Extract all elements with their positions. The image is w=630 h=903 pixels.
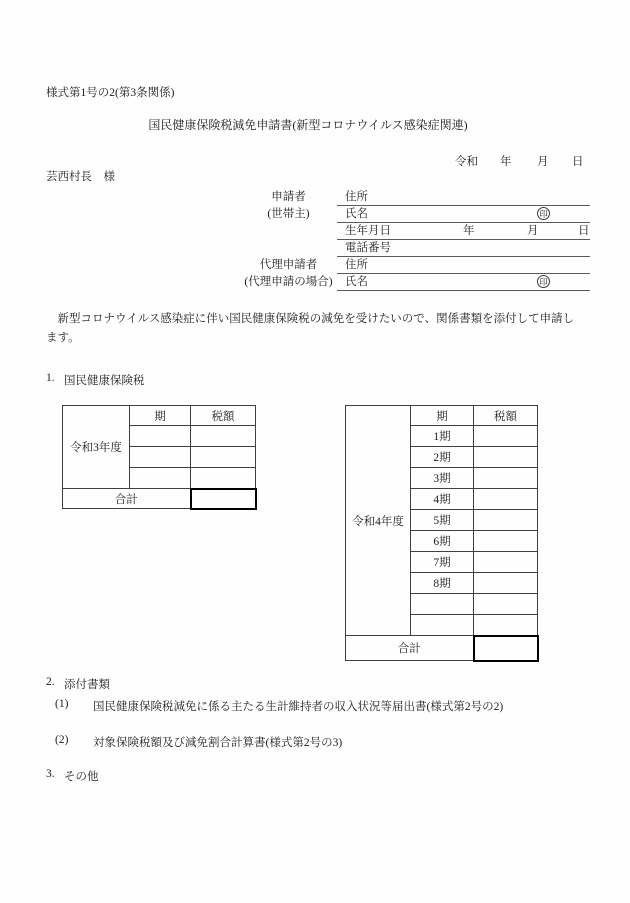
agent-sublabel: (代理申請の場合) xyxy=(244,276,333,288)
applicant-dob-row xyxy=(240,223,590,240)
total-amount-cell xyxy=(191,489,256,509)
section-title: 添付書類 xyxy=(64,679,110,691)
amount-header-cell: 税額 xyxy=(191,406,256,426)
section-title: 国民健康保険税 xyxy=(64,375,145,387)
amount-cell xyxy=(474,573,538,594)
empty-label xyxy=(240,223,337,240)
period-cell xyxy=(130,468,191,489)
total-row xyxy=(346,636,538,661)
amount-cell xyxy=(474,615,538,636)
dob-month-unit: 月 xyxy=(527,225,539,237)
paragraph-line-1: 新型コロナウイルス感染症に伴い国民健康保険税の減免を受けたいので、関係書類を添付して申請し xyxy=(46,313,575,325)
item-number: (2) xyxy=(55,734,69,746)
period-cell: 7期 xyxy=(411,552,474,573)
amount-cell xyxy=(191,447,256,468)
seal-icon: 印 xyxy=(537,207,550,220)
field-caption: 氏名 xyxy=(345,276,368,288)
date-month-label: 月 xyxy=(537,156,549,168)
applicant-sublabel: (世帯主) xyxy=(267,208,310,220)
attachment-item-1 xyxy=(55,698,503,714)
dob-day-unit: 日 xyxy=(578,225,590,237)
field-caption: 氏名 xyxy=(345,208,368,220)
applicant-address-row xyxy=(240,189,590,206)
total-amount-cell xyxy=(474,636,538,661)
amount-cell xyxy=(474,426,538,447)
amount-cell xyxy=(474,594,538,615)
date-era-label: 令和 xyxy=(455,156,478,168)
applicant-name-row xyxy=(240,206,590,223)
amount-cell xyxy=(474,447,538,468)
agent-address-row xyxy=(240,257,590,274)
applicant-label: 申請者 xyxy=(271,191,306,203)
item-number: (1) xyxy=(55,698,69,710)
document-title: 国民健康保険税減免申請書(新型コロナウイルス感染症関連) xyxy=(148,118,468,132)
agent-name-field xyxy=(337,274,590,291)
period-header-cell: 期 xyxy=(130,406,191,426)
amount-cell xyxy=(474,552,538,573)
total-label-cell: 合計 xyxy=(346,636,474,661)
period-cell xyxy=(130,426,191,447)
date-day-label: 日 xyxy=(572,156,584,168)
tax-amount-table xyxy=(62,405,257,510)
period-cell xyxy=(411,594,474,615)
fiscal-year-cell: 令和3年度 xyxy=(63,406,130,489)
applicant-phone-field xyxy=(337,240,590,257)
item-text: 対象保険税額及び減免割合計算書(様式第2号の3) xyxy=(93,737,343,749)
period-cell: 6期 xyxy=(411,531,474,552)
attachment-item-2 xyxy=(55,734,342,750)
field-caption: 住所 xyxy=(345,259,368,271)
period-cell xyxy=(411,615,474,636)
period-cell: 5期 xyxy=(411,510,474,531)
section-2-heading xyxy=(46,676,110,692)
amount-cell xyxy=(474,510,538,531)
field-caption: 電話番号 xyxy=(345,242,391,254)
period-cell: 3期 xyxy=(411,468,474,489)
seal-icon: 印 xyxy=(537,275,550,288)
period-cell: 4期 xyxy=(411,489,474,510)
applicant-dob-field xyxy=(337,223,590,240)
section-number: 1. xyxy=(46,372,55,384)
tax-table-reiwa3 xyxy=(62,405,257,510)
period-cell: 8期 xyxy=(411,573,474,594)
period-cell: 1期 xyxy=(411,426,474,447)
tax-amount-table xyxy=(345,405,539,662)
amount-cell xyxy=(191,468,256,489)
section-1-heading xyxy=(46,372,145,388)
body-paragraph xyxy=(46,310,574,348)
amount-cell xyxy=(474,468,538,489)
date-line xyxy=(0,153,630,169)
period-cell: 2期 xyxy=(411,447,474,468)
amount-cell xyxy=(474,531,538,552)
amount-cell xyxy=(474,489,538,510)
addressee: 芸西村長 様 xyxy=(46,171,115,183)
amount-cell xyxy=(191,426,256,447)
date-year-label: 年 xyxy=(500,156,512,168)
form-number: 様式第1号の2(第3条関係) xyxy=(46,87,175,99)
dob-year-unit: 年 xyxy=(463,225,475,237)
section-number: 3. xyxy=(46,768,55,780)
period-header-cell: 期 xyxy=(411,406,474,426)
agent-address-field xyxy=(337,257,590,274)
amount-header-cell: 税額 xyxy=(474,406,538,426)
agent-name-row xyxy=(240,274,590,291)
empty-label xyxy=(240,240,337,257)
section-number: 2. xyxy=(46,676,55,688)
section-3-heading xyxy=(46,768,99,784)
total-label-cell: 合計 xyxy=(63,489,191,509)
applicant-name-field xyxy=(337,206,590,223)
field-caption: 住所 xyxy=(345,191,368,203)
period-cell xyxy=(130,447,191,468)
applicant-address-field xyxy=(337,189,590,206)
applicant-block xyxy=(240,189,590,291)
section-title: その他 xyxy=(64,771,99,783)
paragraph-line-2: ます。 xyxy=(46,332,80,344)
tax-table-reiwa4 xyxy=(345,405,539,662)
item-text: 国民健康保険税減免に係る主たる生計維持者の収入状況等届出書(様式第2号の2) xyxy=(93,701,504,713)
fiscal-year-cell: 令和4年度 xyxy=(346,406,411,636)
applicant-phone-row xyxy=(240,240,590,257)
total-row xyxy=(63,489,256,509)
agent-label: 代理申請者 xyxy=(259,259,318,271)
field-caption: 生年月日 xyxy=(345,225,391,237)
